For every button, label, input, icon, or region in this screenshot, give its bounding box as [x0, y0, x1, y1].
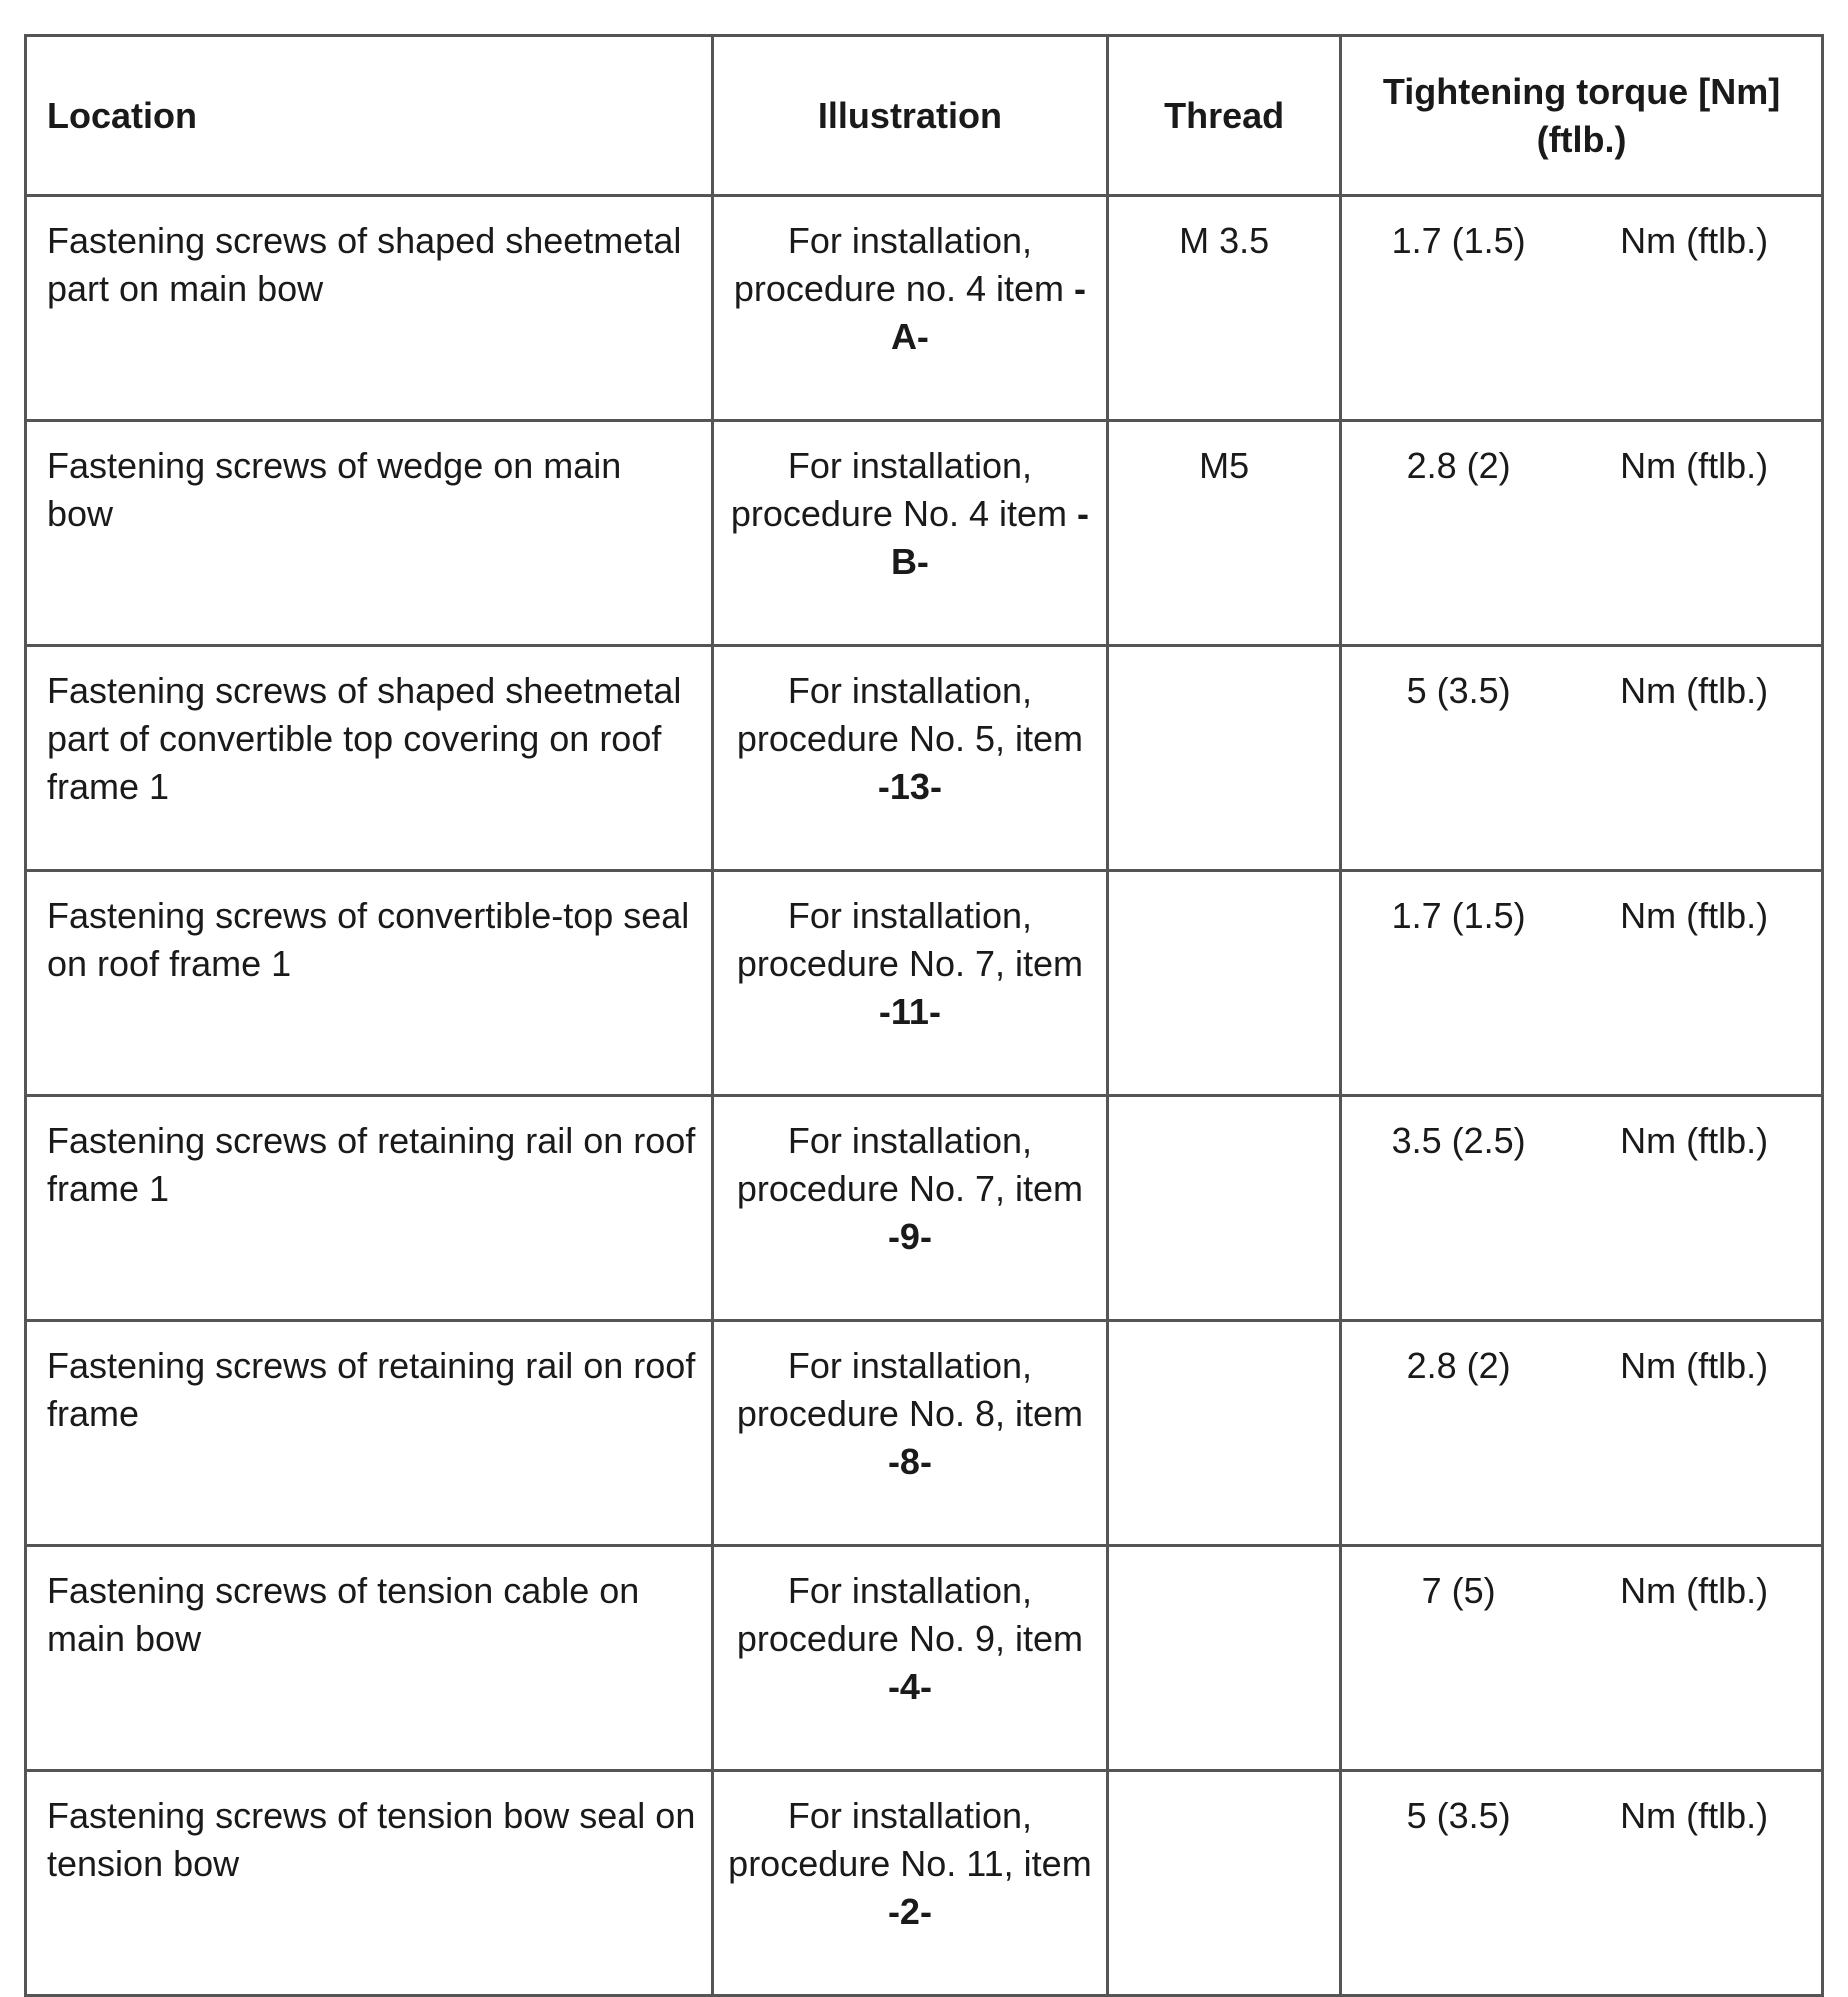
illustration-text: For installation, procedure No. 8, item — [736, 1345, 1084, 1434]
cell-thread — [1108, 1321, 1341, 1546]
table-row — [26, 646, 1823, 871]
torque-unit: Nm (ftlb.) — [1620, 1570, 1769, 1611]
header-location: Location — [26, 36, 713, 196]
header-row — [26, 36, 1823, 196]
torque-value: 7 (5) — [1421, 1570, 1496, 1611]
torque-value: 2.8 (2) — [1406, 445, 1511, 486]
table-row — [26, 871, 1823, 1096]
cell-illustration — [712, 196, 1108, 421]
cell-illustration — [712, 1321, 1108, 1546]
item-reference: -A- — [890, 268, 1087, 357]
torque-value: 2.8 (2) — [1406, 1345, 1511, 1386]
cell-location — [26, 1096, 713, 1321]
location-text: Fastening screws of tension cable on main bow — [47, 1570, 640, 1659]
thread-text: M 3.5 — [1179, 220, 1270, 261]
illustration-text: For installation, procedure No. 9, item — [736, 1570, 1084, 1659]
item-reference: -9- — [887, 1216, 932, 1257]
cell-location — [26, 646, 713, 871]
cell-location — [26, 1321, 713, 1546]
header-torque — [1341, 36, 1823, 196]
table-row — [26, 1771, 1823, 1996]
cell-thread — [1108, 1771, 1341, 1996]
cell-torque — [1341, 1771, 1823, 1996]
cell-location — [26, 1546, 713, 1771]
location-text: Fastening screws of tension bow seal on tension bow — [47, 1795, 696, 1884]
cell-torque — [1341, 646, 1823, 871]
header-torque-title: Tightening torque [Nm] — [1382, 70, 1781, 112]
table-row — [26, 196, 1823, 421]
cell-thread — [1108, 1546, 1341, 1771]
torque-value: 1.7 (1.5) — [1391, 220, 1526, 261]
item-reference: -13- — [877, 766, 942, 807]
cell-thread — [1108, 1096, 1341, 1321]
location-text: Fastening screws of shaped sheetmetal part of convertible top covering on roof frame 1 — [47, 670, 682, 807]
torque-unit: Nm (ftlb.) — [1620, 1120, 1769, 1161]
location-text: Fastening screws of convertible-top seal on roof frame 1 — [47, 895, 690, 984]
torque-unit: Nm (ftlb.) — [1620, 1795, 1769, 1836]
table-row — [26, 1546, 1823, 1771]
illustration-text: For installation, procedure No. 4 item — [730, 445, 1068, 534]
table-row — [26, 1321, 1823, 1546]
header-illustration: Illustration — [712, 36, 1108, 196]
illustration-text: For installation, procedure No. 11, item — [728, 1795, 1092, 1884]
cell-location — [26, 1771, 713, 1996]
header-thread: Thread — [1108, 36, 1341, 196]
cell-illustration — [712, 646, 1108, 871]
table-row — [26, 421, 1823, 646]
item-reference: -4- — [887, 1666, 932, 1707]
torque-table — [24, 34, 1824, 1997]
table-header — [26, 36, 1823, 196]
cell-illustration — [712, 1096, 1108, 1321]
torque-unit: Nm (ftlb.) — [1620, 1345, 1769, 1386]
illustration-text: For installation, procedure No. 5, item — [736, 670, 1084, 759]
cell-torque — [1341, 421, 1823, 646]
cell-torque — [1341, 871, 1823, 1096]
thread-text: M5 — [1199, 445, 1250, 486]
cell-location — [26, 196, 713, 421]
illustration-text: For installation, procedure no. 4 item — [733, 220, 1065, 309]
item-reference: -8- — [887, 1441, 932, 1482]
illustration-text: For installation, procedure No. 7, item — [736, 1120, 1084, 1209]
cell-location — [26, 421, 713, 646]
table-row — [26, 1096, 1823, 1321]
cell-illustration — [712, 1771, 1108, 1996]
location-text: Fastening screws of shaped sheetmetal part on main bow — [47, 220, 682, 309]
torque-value: 5 (3.5) — [1406, 1795, 1511, 1836]
torque-value: 3.5 (2.5) — [1391, 1120, 1526, 1161]
cell-thread — [1108, 196, 1341, 421]
torque-value: 5 (3.5) — [1406, 670, 1511, 711]
cell-torque — [1341, 1321, 1823, 1546]
item-reference: -2- — [887, 1891, 932, 1932]
cell-illustration — [712, 871, 1108, 1096]
cell-torque — [1341, 196, 1823, 421]
torque-unit: Nm (ftlb.) — [1620, 670, 1769, 711]
item-reference: -B- — [890, 493, 1090, 582]
location-text: Fastening screws of wedge on main bow — [47, 445, 622, 534]
cell-illustration — [712, 421, 1108, 646]
cell-location — [26, 871, 713, 1096]
illustration-text: For installation, procedure No. 7, item — [736, 895, 1084, 984]
torque-unit: Nm (ftlb.) — [1620, 445, 1769, 486]
torque-unit: Nm (ftlb.) — [1620, 220, 1769, 261]
header-torque-unit: (ftlb.) — [1536, 118, 1627, 160]
table-body — [26, 196, 1823, 1996]
torque-unit: Nm (ftlb.) — [1620, 895, 1769, 936]
cell-illustration — [712, 1546, 1108, 1771]
location-text: Fastening screws of retaining rail on roof frame 1 — [47, 1120, 696, 1209]
cell-thread — [1108, 421, 1341, 646]
torque-value: 1.7 (1.5) — [1391, 895, 1526, 936]
cell-thread — [1108, 646, 1341, 871]
cell-thread — [1108, 871, 1341, 1096]
item-reference: -11- — [878, 991, 941, 1032]
cell-torque — [1341, 1096, 1823, 1321]
location-text: Fastening screws of retaining rail on roof frame — [47, 1345, 696, 1434]
cell-torque — [1341, 1546, 1823, 1771]
